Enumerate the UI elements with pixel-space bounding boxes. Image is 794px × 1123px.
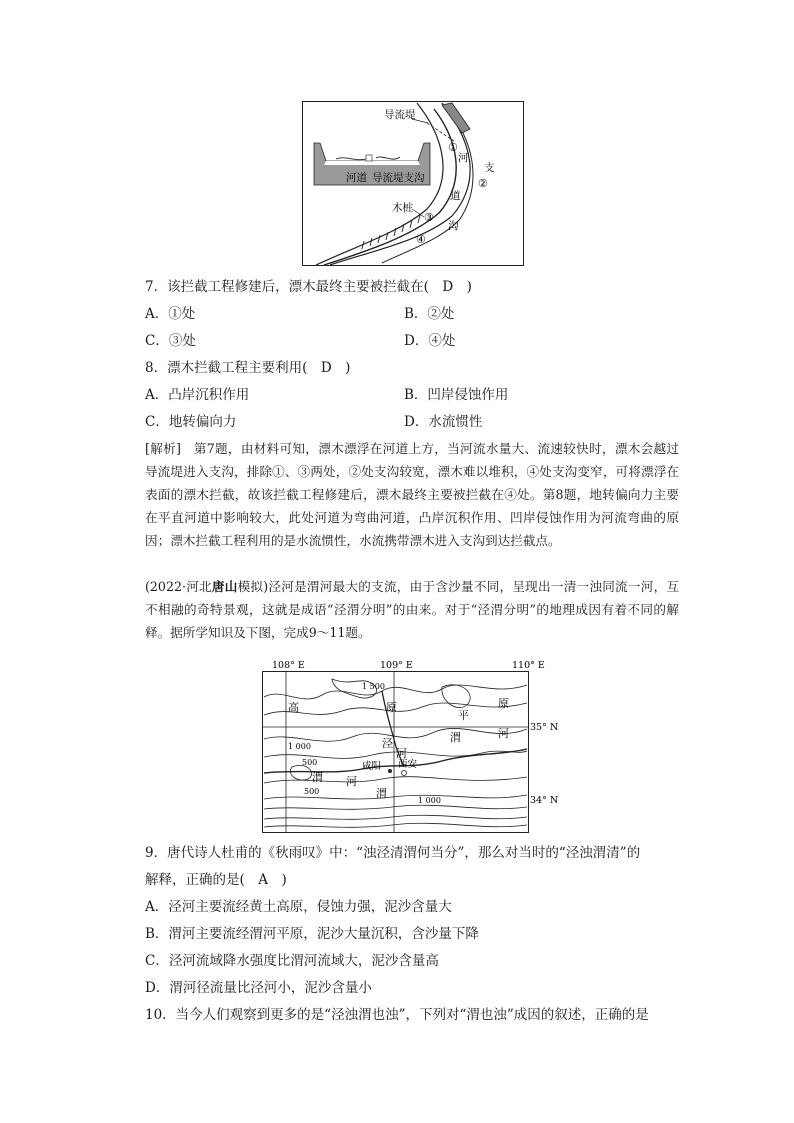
lon-109: 109° E xyxy=(380,660,413,671)
xianyang-city-marker xyxy=(388,769,392,773)
intro-source-bold: 唐山 xyxy=(211,579,238,594)
label-wei-3: 渭 xyxy=(376,787,387,800)
contour-500-b: 500 xyxy=(304,787,320,796)
mark-4: ④ xyxy=(416,233,426,246)
q9-option-a: A．泾河主要流经黄土高原，侵蚀力强，泥沙含量大 xyxy=(145,899,452,915)
label-gao: 高 xyxy=(288,701,299,714)
contour-1000-b: 1 000 xyxy=(418,796,441,805)
label-river-channel: 河道 xyxy=(346,172,367,184)
analysis-paragraph xyxy=(145,437,679,552)
label-gou: 沟 xyxy=(448,220,459,232)
lon-110: 110° E xyxy=(512,660,545,671)
q8-option-b: B．凹岸侵蚀作用 xyxy=(404,387,509,403)
label-he-1: 河 xyxy=(396,747,407,760)
jing-wei-topographic-map xyxy=(262,657,562,835)
label-wei-1: 渭 xyxy=(450,731,461,744)
question-9-stem-line2: 解释，正确的是( A ) xyxy=(145,872,287,888)
xian-city-marker xyxy=(402,771,407,776)
question-8-stem: 8．漂木拦截工程主要利用( D ) xyxy=(145,360,351,376)
question-9-stem-line1: 9．唐代诗人杜甫的《秋雨叹》中：“浊泾清渭何当分”，那么对当时的“泾浊渭清”的 xyxy=(145,845,641,861)
label-yuan-2: 原 xyxy=(498,697,509,710)
label-dao: 道 xyxy=(450,190,461,202)
analysis-body: 第7题，由材料可知，漂木漂浮在河道上方，当河流水量大、流速较快时，漂木会越过导流堤进入支沟，排除①、③两处，②处支沟较宽，漂木难以堆积，④处支沟变窄，可将漂浮在表面的漂木拦截，故该拦截工程修建后，漂木最终主要被拦截在④处。第8题，地转偏向力主要在平直河道中影响较大，此处河道为弯曲河道，凸岸沉积作用、凹岸侵蚀作用为河流弯曲的原因；漂木拦截工程利用的是水流惯性，水流携带漂木进入支沟到达拦截点。 xyxy=(145,441,679,548)
question-7-stem: 7．该拦截工程修建后，漂木最终主要被拦截在( D ) xyxy=(145,279,472,295)
q9-option-d: D．渭河径流量比泾河小，泥沙含量小 xyxy=(145,980,372,996)
intro-paragraph xyxy=(145,575,679,644)
intro-source-pre: (2022·河北 xyxy=(145,579,212,594)
river-dike-diagram xyxy=(302,101,524,266)
label-jing: 泾 xyxy=(382,737,393,750)
question-10-stem: 10．当今人们观察到更多的是“泾浊渭也浊”，下列对“渭也浊”成因的叙述，正确的是 xyxy=(145,1007,649,1023)
label-he: 河 xyxy=(458,152,469,164)
label-yuan-1: 原 xyxy=(386,701,397,714)
q7-option-a: A．①处 xyxy=(145,306,196,322)
contour-1000-a: 1 000 xyxy=(288,742,311,751)
lat-34: 34° N xyxy=(530,795,559,806)
contour-1500: 1 500 xyxy=(362,682,385,691)
label-xianyang: 咸阳 xyxy=(362,761,382,772)
intro-body: 泾河是渭河最大的支流，由于含沙量不同，呈现出一清一浊同流一河，互不相融的奇特景观，这就是成语“泾渭分明”的由来。对于“泾渭分明”的地理成因有着不同的解释。据所学知识及下图，完成9～11题。 xyxy=(145,579,680,640)
label-he-2: 河 xyxy=(498,727,509,740)
analysis-label: [解析] xyxy=(145,441,181,456)
lon-108: 108° E xyxy=(272,660,305,671)
contour-500-a: 500 xyxy=(302,758,318,767)
q8-option-a: A．凸岸沉积作用 xyxy=(145,387,250,403)
q7-option-b: B．②处 xyxy=(404,306,455,322)
q7-option-c: C．③处 xyxy=(145,333,196,349)
mark-3: ③ xyxy=(424,211,434,224)
label-zhi: 支 xyxy=(484,162,495,174)
lat-35: 35° N xyxy=(530,722,559,733)
label-he-3: 河 xyxy=(346,775,357,788)
label-wei-2: 渭 xyxy=(312,771,323,784)
q8-option-d: D．水流惯性 xyxy=(404,414,483,430)
label-xian: 西安 xyxy=(398,759,418,770)
q9-option-c: C．泾河流域降水强度比渭河流域大，泥沙含量高 xyxy=(145,953,439,969)
q9-option-b: B．渭河主要流经渭河平原，泥沙大量沉积，含沙量下降 xyxy=(145,926,479,942)
q8-option-c: C．地转偏向力 xyxy=(145,414,237,430)
mark-2: ② xyxy=(478,177,488,190)
label-dike-ditch: 导流堤支沟 xyxy=(372,172,425,184)
label-dike: 导流堤 xyxy=(384,109,416,121)
label-pile: 木桩 xyxy=(392,202,413,214)
mark-1: ① xyxy=(448,141,458,154)
q7-option-d: D．④处 xyxy=(404,333,456,349)
label-ping: 平 xyxy=(458,709,469,722)
intro-source-post: 模拟) xyxy=(237,579,269,594)
